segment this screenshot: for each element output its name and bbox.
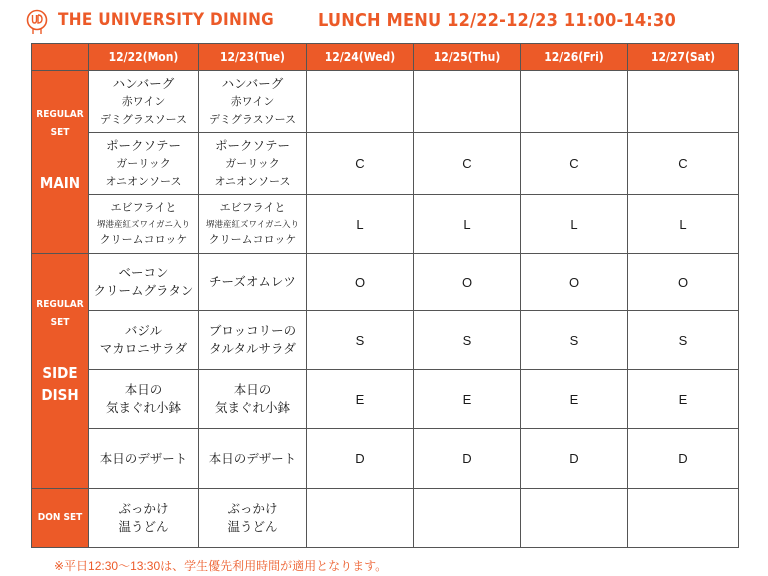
day-header-row — [32, 44, 739, 71]
dish-cell: ハンバーグ 赤ワイン デミグラスソース — [89, 71, 199, 133]
corner-cell — [32, 44, 89, 71]
day-header: 12/25(Thu) — [414, 44, 521, 71]
menu-row — [32, 311, 739, 370]
day-header: 12/23(Tue) — [199, 44, 307, 71]
closed-cell: L — [628, 195, 739, 254]
closed-cell: C — [414, 133, 521, 195]
day-header: 12/27(Sat) — [628, 44, 739, 71]
closed-cell: L — [521, 195, 628, 254]
dish-cell: 本日の 気まぐれ小鉢 — [199, 370, 307, 429]
menu-title: LUNCH MENU 12/22-12/23 11:00-14:30 — [318, 10, 676, 31]
closed-cell: O — [414, 254, 521, 311]
lunch-menu-table — [31, 43, 739, 548]
dish-cell: 本日のデザート — [199, 429, 307, 489]
closed-cell: O — [521, 254, 628, 311]
closed-cell: S — [414, 311, 521, 370]
dish-cell: ブロッコリーの タルタルサラダ — [199, 311, 307, 370]
dish-cell: 本日のデザート — [89, 429, 199, 489]
day-header: 12/26(Fri) — [521, 44, 628, 71]
closed-cell: O — [628, 254, 739, 311]
closed-cell: S — [521, 311, 628, 370]
closed-cell: D — [307, 429, 414, 489]
day-header: 12/24(Wed) — [307, 44, 414, 71]
dish-cell: ぶっかけ 温うどん — [89, 489, 199, 548]
dish-cell: ハンバーグ 赤ワイン デミグラスソース — [199, 71, 307, 133]
closed-cell: D — [628, 429, 739, 489]
closed-cell: D — [521, 429, 628, 489]
brand-name: THE UNIVERSITY DINING — [58, 10, 275, 30]
closed-cell: D — [414, 429, 521, 489]
dish-cell: 本日の 気まぐれ小鉢 — [89, 370, 199, 429]
closed-cell: L — [414, 195, 521, 254]
closed-cell: E — [521, 370, 628, 429]
dish-cell: ベーコン クリームグラタン — [89, 254, 199, 311]
dish-cell: チーズオムレツ — [199, 254, 307, 311]
closed-cell: C — [521, 133, 628, 195]
dish-cell: ポークソテー ガーリック オニオンソース — [199, 133, 307, 195]
closed-cell: S — [628, 311, 739, 370]
category-don-set: DON SET — [32, 489, 89, 548]
category-side-dish: REGULAR SET SIDE DISH — [32, 254, 89, 489]
menu-row — [32, 370, 739, 429]
closed-cell — [307, 71, 414, 133]
category-main: REGULAR SET MAIN — [32, 71, 89, 254]
day-header: 12/22(Mon) — [89, 44, 199, 71]
closed-cell — [521, 489, 628, 548]
closed-cell: S — [307, 311, 414, 370]
closed-cell — [628, 71, 739, 133]
dish-cell: エビフライと 堺港産紅ズワイガニ入り クリームコロッケ — [199, 195, 307, 254]
dish-cell: エビフライと 堺港産紅ズワイガニ入り クリームコロッケ — [89, 195, 199, 254]
closed-cell: O — [307, 254, 414, 311]
closed-cell: E — [307, 370, 414, 429]
closed-cell — [414, 489, 521, 548]
closed-cell: E — [628, 370, 739, 429]
dish-cell: ポークソテー ガーリック オニオンソース — [89, 133, 199, 195]
closed-cell — [414, 71, 521, 133]
closed-cell — [521, 71, 628, 133]
menu-row — [32, 489, 739, 548]
closed-cell — [628, 489, 739, 548]
header — [0, 0, 768, 44]
footnote: ※平日12:30〜13:30は、学生優先利用時間が適用となります。 — [54, 559, 388, 573]
menu-row — [32, 195, 739, 254]
menu-row — [32, 254, 739, 311]
menu-row — [32, 133, 739, 195]
ud-logo-icon — [26, 9, 48, 35]
closed-cell: C — [628, 133, 739, 195]
menu-row — [32, 71, 739, 133]
closed-cell: C — [307, 133, 414, 195]
dish-cell: バジル マカロニサラダ — [89, 311, 199, 370]
closed-cell — [307, 489, 414, 548]
closed-cell: E — [414, 370, 521, 429]
menu-row — [32, 429, 739, 489]
closed-cell: L — [307, 195, 414, 254]
dish-cell: ぶっかけ 温うどん — [199, 489, 307, 548]
